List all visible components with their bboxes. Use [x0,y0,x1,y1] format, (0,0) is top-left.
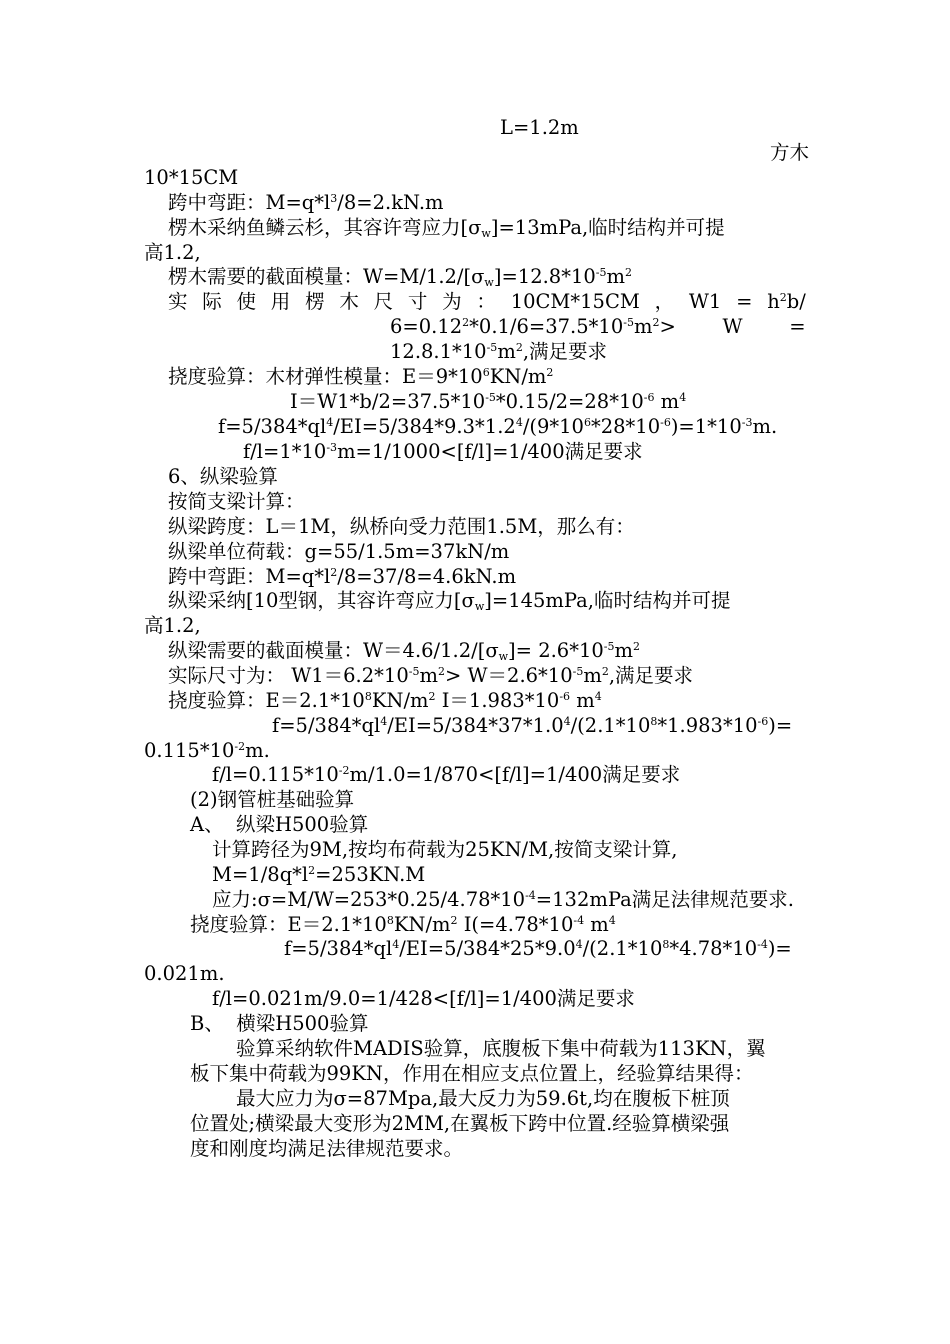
text-line: 楞木采纳鱼鳞云杉，其容许弯应力$[\sigma_w]=13mPa$,临时结构并可提 [168,216,725,240]
text-line: 高1.2, [144,241,201,264]
text-line: (2)钢管桩基础验算 [190,788,355,811]
text-line: 跨中弯距：$M=q*l^2/8=37/8=4.6kN.m$ [168,565,517,588]
text-line: $6=0.12^2*0.1/6=37.5*10^{-5}m^2> W$ = [390,315,806,338]
text-line: 板下集中荷载为99KN，作用在相应支点位置上，经验算结果得： [190,1062,754,1085]
text-line: $M=1/8q*l^2=253KN.M$ [212,863,426,886]
text-line: 应力$:\sigma=M/W=253*0.25/4.78*10^{-4}=132mPa$满足法律规范要求. [212,888,794,911]
text-line: 挠度验算：$E=2.1*10^8KN/m^2$ $I=1.983*10^{-6}$ $m^4$ [168,689,602,712]
text-line: $f=5/384*ql^4/EI=5/384*25*9.0^4/(2.1*10^8*4.78*10^{-4})=$ [284,937,792,960]
text-line: 位置处;横梁最大变形为2MM,在翼板下跨中位置.经验算横梁强 [190,1112,730,1135]
text-line: 方木 [770,141,810,164]
text-line: 挠度验算：$E=2.1*10^8KN/m^2$ $I(=4.78*10^{-4}$ $m^4$ [190,913,616,936]
text-line: A、 纵梁H500验算 [190,813,369,836]
text-line: 6、纵梁验算 [168,465,278,488]
text-line: 跨中弯距：$M=q*l^3/8=2.kN.m$ [168,191,444,214]
text-line: f/l=0.021m/9.0=1/428<[f/l]=1/400满足要求 [212,987,635,1010]
text-line: 计算跨径为9M,按均布荷载为25KN/M,按简支梁计算, [212,838,678,861]
text-line: $f/l=1*10^{-3}m=1/1000<[f/l]=1/400$满足要求 [243,440,643,463]
text-line: $f=5/384*ql^4/EI=5/384*9.3*1.2^4/(9*10^6*28*10^{-6})=1*10^{-3}m$. [218,415,778,438]
text-line: 按简支梁计算： [168,490,305,513]
text-line: 实 际 使 用 楞 木 尺 寸 为 ： 10CM*15CM ， $W1 = h^2b/$ [168,290,806,313]
text-line: L=1.2m [500,116,579,139]
text-line: $12.8.1*10^{-5}m^2$,满足要求 [390,340,608,363]
text-line: 纵梁跨度：L＝1M，纵桥向受力范围1.5M，那么有： [168,515,635,538]
text-line: $0.115*10^{-2}m$. [144,739,270,762]
text-line: 纵梁采纳[10型钢，其容许弯应力$[\sigma_w]=145mPa$,临时结构并可提 [168,589,731,613]
text-line: $f=5/384*ql^4/EI=5/384*37*1.0^4/(2.1*10^8*1.983*10^{-6})=$ [272,714,793,737]
text-line: 楞木需要的截面模量：$W=M/1.2/[\sigma_w]=12.8*10^{-5}m^2$ [168,265,632,289]
text-line: 纵梁需要的截面模量：$W=4.6/1.2/[\sigma_w]= 2.6*10^{-5}m^2$ [168,639,640,663]
text-line: 高1.2, [144,614,201,637]
text-line: 度和刚度均满足法律规范要求。 [190,1137,464,1160]
text-line: 纵梁单位荷载：g=55/1.5m=37kN/m [168,540,510,563]
text-line: 0.021m. [144,962,225,985]
text-line: $I=W1*b/2=37.5*10^{-5}*0.15/2=28*10^{-6}$ $m^4$ [290,390,687,413]
text-line: $f/l=0.115*10^{-2}m/1.0=1/870<[f/l]=1/400$满足要求 [212,763,681,786]
text-line: B、 横梁H500验算 [190,1012,369,1035]
text-line: 验算采纳软件MADIS验算，底腹板下集中荷载为113KN，翼 [236,1037,766,1060]
text-line: 实际尺寸为： $W1=6.2*10^{-5}m^2> W=2.6*10^{-5}m^2$,满足要求 [168,664,694,687]
text-line: 挠度验算：木材弹性模量：$E=9*10^6KN/m^2$ [168,365,554,388]
text-line: 10*15CM [144,166,239,189]
text-line: 最大应力为σ=87Mpa,最大反力为59.6t,均在腹板下桩顶 [236,1087,730,1110]
